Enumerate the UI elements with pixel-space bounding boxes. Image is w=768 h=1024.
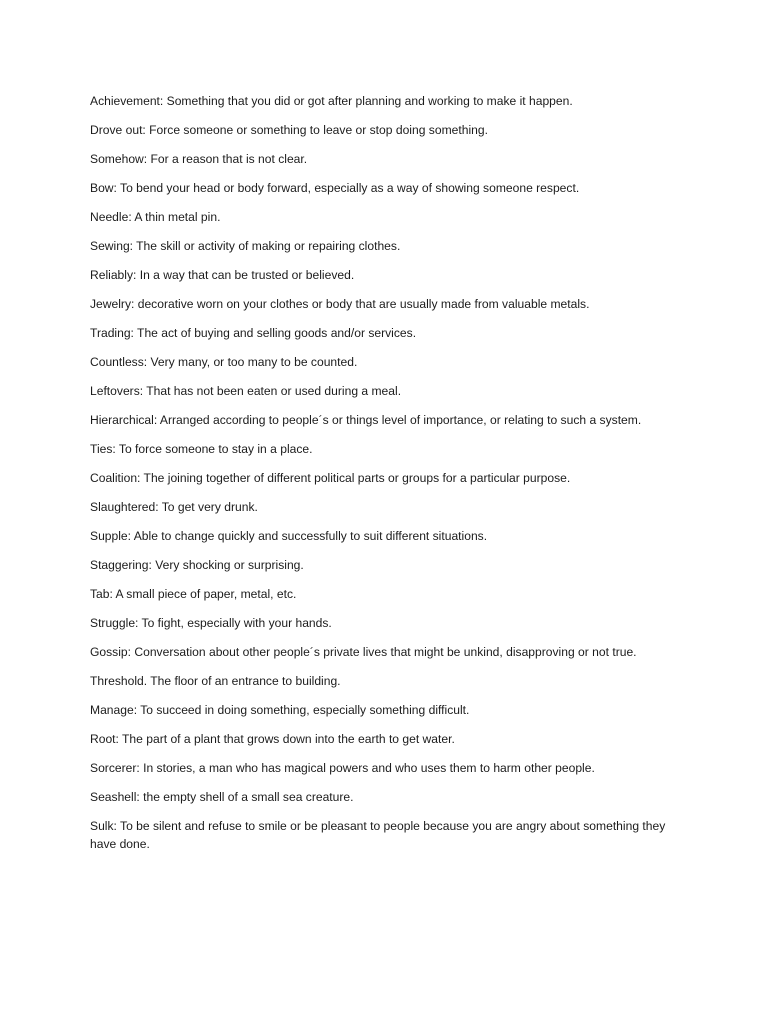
glossary-entry-tab: Tab: A small piece of paper, metal, etc. <box>90 587 297 601</box>
glossary-entry-reliably: Reliably: In a way that can be trusted or believed. <box>90 268 355 282</box>
glossary-entry-slaughtered: Slaughtered: To get very drunk. <box>90 500 258 514</box>
glossary-entry-gossip: Gossip: Conversation about other people´s private lives that might be unkind, disapproving or not true. <box>90 645 637 659</box>
glossary-entry-threshold: Threshold. The floor of an entrance to building. <box>90 674 341 688</box>
glossary-entry-supple: Supple: Able to change quickly and successfully to suit different situations. <box>90 529 488 543</box>
glossary-entry-bow: Bow: To bend your head or body forward, especially as a way of showing someone respect. <box>90 181 580 195</box>
glossary-entry-coalition: Coalition: The joining together of different political parts or groups for a particular purpose. <box>90 471 571 485</box>
glossary-entry-seashell: Seashell: the empty shell of a small sea creature. <box>90 790 354 804</box>
glossary-entry-somehow: Somehow: For a reason that is not clear. <box>90 152 308 166</box>
glossary-entry-needle: Needle: A thin metal pin. <box>90 210 221 224</box>
glossary-entry-root: Root: The part of a plant that grows down into the earth to get water. <box>90 732 455 746</box>
glossary-entry-drove-out: Drove out: Force someone or something to leave or stop doing something. <box>90 123 488 137</box>
glossary-entry-jewelry: Jewelry: decorative worn on your clothes or body that are usually made from valuable metals. <box>90 297 590 311</box>
glossary-entry-staggering: Staggering: Very shocking or surprising. <box>90 558 304 572</box>
glossary-entry-sorcerer: Sorcerer: In stories, a man who has magical powers and who uses them to harm other people. <box>90 761 595 775</box>
glossary-entry-sulk: Sulk: To be silent and refuse to smile or be pleasant to people because you are angry about something they have done. <box>90 819 666 851</box>
glossary-entry-ties: Ties: To force someone to stay in a place. <box>90 442 313 456</box>
glossary-entry-manage: Manage: To succeed in doing something, especially something difficult. <box>90 703 470 717</box>
glossary-entry-sewing: Sewing: The skill or activity of making or repairing clothes. <box>90 239 401 253</box>
glossary-entry-countless: Countless: Very many, or too many to be counted. <box>90 355 358 369</box>
glossary-list <box>90 92 690 864</box>
glossary-entry-leftovers: Leftovers: That has not been eaten or used during a meal. <box>90 384 402 398</box>
glossary-entry-achievement: Achievement: Something that you did or got after planning and working to make it happen. <box>90 94 573 108</box>
glossary-entry-hierarchical: Hierarchical: Arranged according to people´s or things level of importance, or relating to such a system. <box>90 413 642 427</box>
glossary-entry-trading: Trading: The act of buying and selling goods and/or services. <box>90 326 417 340</box>
glossary-entry-struggle: Struggle: To fight, especially with your hands. <box>90 616 332 630</box>
